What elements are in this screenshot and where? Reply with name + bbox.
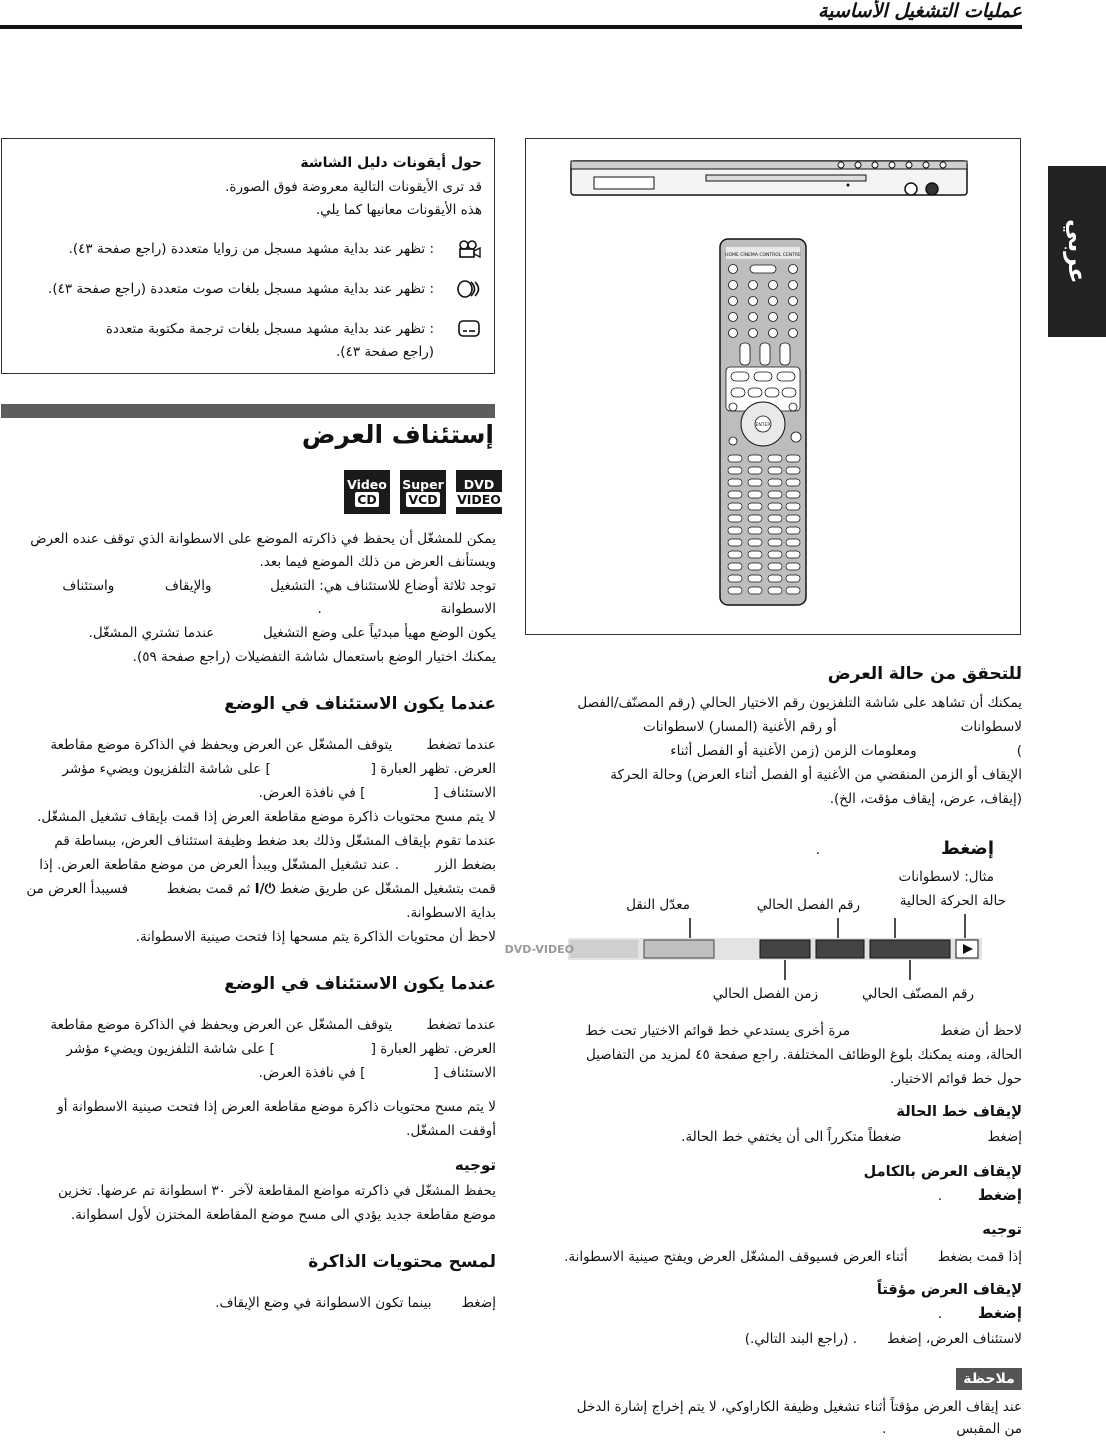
pause-resume-line: [532, 1328, 1022, 1351]
text: عندما تشتري المشغّل.: [88, 625, 215, 641]
text: مرة أخرى يستدعي خط قوائم الاختيار تحت خط: [585, 1023, 851, 1039]
text: لاستئناف العرض، إضغط: [887, 1331, 1022, 1347]
resume-disc-line: أوقفت المشغّل.: [406, 1123, 496, 1139]
note-line: عند إيقاف العرض مؤقتاً أثناء تشغيل وظيفة الكاراوكي، لا يتم إخراج إشارة الدخل: [576, 1399, 1022, 1415]
resume-tip-heading: توجيه: [454, 1156, 496, 1174]
logo-top: Super: [402, 477, 444, 492]
text: ] في نافذة العرض.: [258, 1065, 366, 1081]
text: ضغطاً متكرراً الى أن يختفي خط الحالة.: [681, 1129, 902, 1145]
pause-heading: لإيقاف العرض مؤقتاً: [876, 1282, 1022, 1298]
resume-on-line: عندما تقوم بإيقاف المشغّل وذلك بعد ضغط وظيفة استئناف العرض، ببساطة قم: [54, 833, 496, 849]
text: الاسطوانة: [440, 601, 496, 617]
resume-on-line: [6, 758, 496, 781]
label-transfer-rate: معدّل النقل: [626, 897, 690, 913]
text: يتوقف المشغّل عن العرض ويحفظ في الذاكرة موضع مقاطعة: [50, 737, 393, 753]
language-tab-label: عربي: [1063, 219, 1091, 284]
logo-bottom: VIDEO: [457, 492, 501, 507]
legend-intro-2: هذه الأيقونات معانيها كما يلي.: [315, 202, 482, 218]
dvd-video-logo: [456, 470, 502, 514]
text: الاستئناف [: [433, 1065, 496, 1081]
text: فسيبدأ العرض من: [26, 881, 129, 897]
text: أثناء العرض فسيوقف المشغّل العرض ويفتح صينية الاسطوانة.: [564, 1249, 908, 1265]
text: ] في نافذة العرض.: [258, 785, 366, 801]
status-tip-heading: توجيه: [982, 1222, 1022, 1238]
camera-angle-icon: [456, 239, 482, 259]
resume-disc-heading: عندما يكون الاستئناف في الوضع: [224, 974, 496, 994]
text: . عند تشغيل المشغّل ويبدأ العرض من موضع مقاطعة العرض. إذا: [39, 857, 400, 873]
resume-heading: إستئناف العرض: [301, 420, 494, 449]
press-dot: .: [815, 842, 820, 858]
status-tip-line: [532, 1246, 1022, 1269]
label-chapter-time: زمن الفصل الحالي: [712, 986, 818, 1002]
audio-language-icon: [456, 279, 482, 299]
pause-press: إضغط: [977, 1304, 1022, 1322]
stop-playback-press: إضغط: [977, 1186, 1022, 1204]
resume-on-line: لا يتم مسح محتويات ذاكرة موضع مقاطعة العرض إذا قمت بإيقاف تشغيل المشغّل.: [37, 809, 496, 825]
resume-modes-line: [6, 575, 496, 598]
resume-intro: يمكن للمشغّل أن يحفظ في ذاكرته الموضع على الاسطوانة الذي توقف عنده العرض ويستأنف العرض من ذلك الموضع فيما بعد.: [30, 531, 496, 570]
label-current-chapter: رقم الفصل الحالي: [756, 897, 860, 913]
resume-disc-line: لا يتم مسح محتويات ذاكرة موضع مقاطعة العرض إذا فتحت صينية الاسطوانة أو: [57, 1099, 496, 1115]
status-line: الإيقاف أو الزمن المنقضي من الأغنية أو الفصل أثناء العرض) وحالة الحركة: [610, 767, 1022, 783]
text: ] على شاشة التلفزيون ويضيء مؤشر: [66, 1041, 275, 1057]
header-rule: [0, 25, 1022, 29]
legend-item: [12, 321, 482, 367]
resume-tip-line: يحفظ المشغّل في ذاكرته مواضع المقاطعة لآخر ٣٠ اسطوانة تم عرضها. تخزين: [58, 1183, 496, 1199]
text: .: [317, 601, 322, 617]
icon-legend-box: [1, 138, 495, 374]
disc-logos: [344, 470, 502, 514]
text: بينما تكون الاسطوانة في وضع الإيقاف.: [215, 1295, 432, 1311]
remote-control-illustration: [720, 239, 806, 605]
legend-item-text: : تظهر عند بداية مشهد مسجل بلغات ترجمة مكتوبة متعددة: [105, 321, 434, 337]
remote-enter-label: ENTER: [755, 423, 771, 428]
press-heading: إضغط: [941, 838, 994, 859]
example-line: مثال: لاسطوانات: [898, 869, 994, 885]
note-badge: ملاحظة: [956, 1368, 1022, 1390]
text: لاحظ أن ضغط: [940, 1023, 1022, 1039]
stop-status-heading: لإيقاف خط الحالة: [896, 1104, 1022, 1120]
resume-tip-line: موضع مقاطعة جديد يؤدي الى مسح موضع المقاطعة المختزن لأول اسطوانة.: [70, 1207, 496, 1223]
status-line: [532, 716, 1022, 739]
resume-modes-line-2: [6, 598, 496, 621]
status-note-line: [532, 1020, 1022, 1043]
text: والإيقاف: [164, 578, 212, 594]
stop-playback-heading: لإيقاف العرض بالكامل: [863, 1164, 1022, 1180]
legend-item: [12, 281, 482, 303]
super-vcd-logo: [400, 470, 446, 514]
resume-on-line: بداية الاسطوانة.: [406, 905, 496, 921]
resume-on-heading: عندما يكون الاستئناف في الوضع: [224, 694, 496, 714]
page-header-title: عمليات التشغيل الأساسية: [818, 0, 1022, 22]
status-line: (إيقاف، عرض، إيقاف مؤقت، الخ).: [829, 791, 1022, 807]
text: إذا قمت بضغط: [937, 1249, 1022, 1265]
logo-top: DVD: [463, 477, 495, 492]
resume-disc-line: [6, 1062, 496, 1085]
resume-on-line: [6, 782, 496, 805]
subtitle-icon: [456, 319, 482, 339]
dvd-player-and-remote: [526, 139, 1020, 634]
device-illustration-panel: [525, 138, 1021, 635]
status-line: يمكنك أن تشاهد على شاشة التلفزيون رقم الاختيار الحالي (رقم المصنّف/الفصل: [577, 695, 1022, 711]
text: ثم قمت بضغط: [166, 881, 251, 897]
resume-on-line: [6, 734, 496, 757]
text: العرض. تظهر العبارة [: [370, 761, 496, 777]
pause-dot: .: [937, 1306, 942, 1322]
text: ومعلومات الزمن (زمن الأغنية أو الفصل أثناء: [670, 743, 917, 759]
resume-on-line: [6, 854, 496, 877]
text: إضغط: [987, 1129, 1022, 1145]
text: الاستئناف [: [433, 785, 496, 801]
legend-title: حول أيقونات دليل الشاشة: [300, 155, 482, 171]
logo-bottom: VCD: [408, 492, 438, 507]
status-bar-disc-label: DVD-VIDEO: [504, 943, 574, 956]
resume-on-line: لاحظ أن محتويات الذاكرة يتم مسحها إذا فتحت صينية الاسطوانة.: [135, 929, 496, 945]
text: واستئناف: [62, 578, 115, 594]
legend-item-text-2: (راجع صفحة ٤٣).: [336, 344, 434, 360]
clear-memory-line: [6, 1292, 496, 1315]
text: قمت بتشغيل المشغّل عن طريق ضغط: [279, 881, 496, 897]
text: ] على شاشة التلفزيون ويضيء مؤشر: [62, 761, 271, 777]
status-bar-diagram: [504, 910, 990, 986]
note-line: [532, 1418, 1022, 1441]
legend-item-text: : تظهر عند بداية مشهد مسجل بلغات صوت متعددة (راجع صفحة ٤٣).: [48, 281, 434, 297]
text: عندما تضغط: [426, 737, 496, 753]
status-line: [532, 740, 1022, 763]
text: لاسطوانات: [960, 719, 1022, 735]
text: إضغط: [461, 1295, 496, 1311]
logo-top: Video: [347, 477, 387, 492]
logo-bottom: CD: [357, 492, 377, 507]
text: توجد ثلاثة أوضاع للاستئناف هي: التشغيل: [270, 578, 496, 594]
label-current-title: رقم المصنّف الحالي: [861, 986, 974, 1002]
dvd-player-illustration: [571, 161, 967, 195]
standby-on-icon: ⏻/I: [254, 881, 276, 897]
label-current-status: حالة الحركة الحالية: [899, 893, 1006, 909]
stop-status-line: [532, 1126, 1022, 1149]
text: أو رقم الأغنية (المسار) لاسطوانات: [643, 719, 837, 735]
resume-default-line: [6, 622, 496, 645]
text: . (راجع البند التالي.): [744, 1331, 858, 1347]
section-bar: [1, 404, 495, 418]
text: يكون الوضع مهيأ مبدئياً على وضع التشغيل: [262, 625, 496, 641]
stop-playback-dot: .: [937, 1188, 942, 1204]
resume-on-line: [6, 878, 496, 901]
text: من المقبس: [956, 1421, 1022, 1437]
text: عندما تضغط: [426, 1017, 496, 1033]
resume-preferences-line: يمكنك اختيار الوضع باستعمال شاشة التفضيلات (راجع صفحة ٥٩).: [132, 649, 496, 665]
status-note-line: حول خط قوائم الاختيار.: [890, 1071, 1022, 1087]
status-heading: للتحقق من حالة العرض: [827, 664, 1022, 684]
legend-intro-1: قد ترى الأيقونات التالية معروضة فوق الصورة.: [225, 179, 482, 195]
legend-item-text: : تظهر عند بداية مشهد مسجل من زوايا متعددة (راجع صفحة ٤٣).: [68, 241, 434, 257]
text: يتوقف المشغّل عن العرض ويحفظ في الذاكرة موضع مقاطعة: [50, 1017, 393, 1033]
text: بضغط الزر: [435, 857, 496, 873]
resume-disc-line: [6, 1014, 496, 1037]
text: العرض. تظهر العبارة [: [370, 1041, 496, 1057]
resume-disc-line: [6, 1038, 496, 1061]
clear-memory-heading: لمسح محتويات الذاكرة: [308, 1252, 496, 1272]
language-tab: [1048, 166, 1106, 337]
legend-item: [12, 241, 482, 263]
status-note-line: الحالة، ومنه يمكنك بلوغ الوظائف المختلفة. راجع صفحة ٤٥ لمزيد من التفاصيل: [585, 1047, 1022, 1063]
text: .: [882, 1421, 887, 1437]
remote-brand-label: HOME CINEMA CONTROL CENTRE: [725, 253, 801, 258]
video-cd-logo: [344, 470, 390, 514]
text: ): [1016, 743, 1022, 759]
